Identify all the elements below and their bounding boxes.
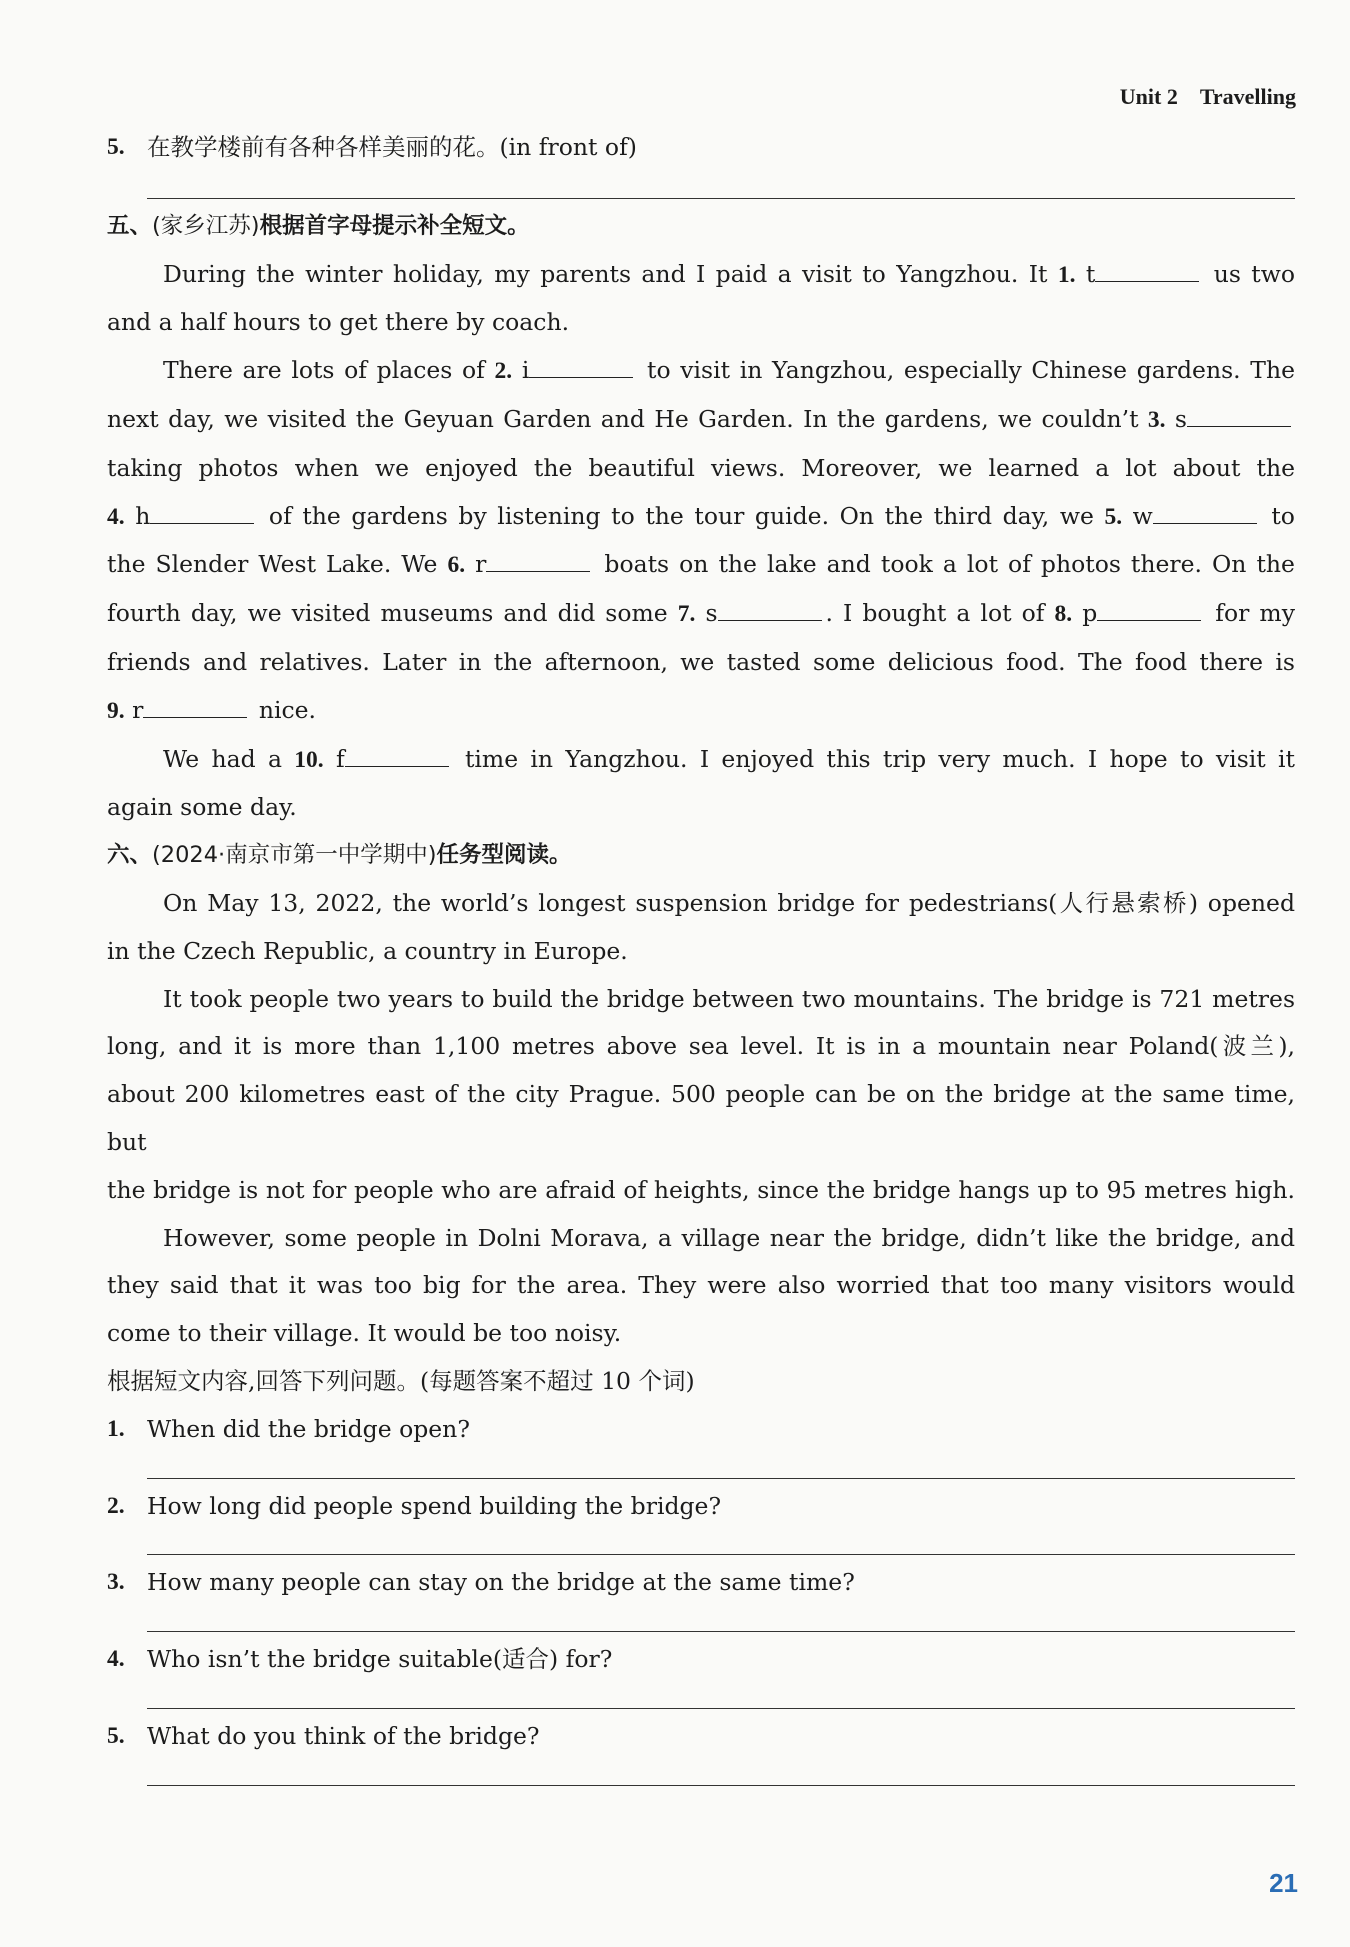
blank-5[interactable] — [1153, 503, 1257, 524]
item-text: 在教学楼前有各种各样美丽的花。(in front of) — [147, 133, 637, 161]
running-header — [1120, 84, 1296, 110]
passage-line: 4. h of the gardens by listening to the tour guide. On the third day, we 5. w to — [107, 501, 1295, 530]
passage-line: fourth day, we visited museums and did some 7. s . I bought a lot of 8. p for my — [107, 599, 1295, 628]
question-2 — [107, 1483, 1295, 1531]
passage-line: and a half hours to get there by coach. — [107, 308, 570, 337]
question-text: Who isn’t the bridge suitable(适合) for? — [147, 1645, 613, 1674]
translation-item-5 — [107, 124, 1295, 172]
page-content — [107, 124, 1295, 1786]
blank-4[interactable] — [150, 503, 254, 524]
question-number: 3. — [107, 1569, 125, 1596]
question-3 — [107, 1559, 1295, 1607]
reading-passage — [107, 880, 1295, 1358]
passage-line: in the Czech Republic, a country in Europe. — [107, 936, 628, 965]
section-source: (家乡江苏) — [152, 212, 260, 239]
section-source: (2024·南京市第一中学期中) — [152, 842, 437, 869]
section-instruction: 任务型阅读。 — [436, 842, 572, 869]
passage-line: about 200 kilometres east of the city Prague. 500 people can be on the bridge at the same time, but — [107, 1080, 1295, 1156]
passage-line: taking photos when we enjoyed the beautiful views. Moreover, we learned a lot about the — [107, 453, 1295, 482]
section-instruction: 根据首字母提示补全短文。 — [259, 212, 530, 239]
section-number: 六、 — [107, 842, 153, 869]
answer-line-2[interactable] — [147, 1554, 1295, 1555]
blank-3[interactable] — [1187, 406, 1291, 427]
question-number: 1. — [107, 1415, 125, 1442]
passage-line: We had a 10. f time in Yangzhou. I enjoyed this trip very much. I hope to visit it — [163, 744, 1295, 773]
question-text: How long did people spend building the bridge? — [147, 1491, 722, 1520]
cloze-passage — [107, 251, 1295, 833]
blank-8[interactable] — [1097, 600, 1201, 621]
section-five-title — [107, 203, 1295, 251]
passage-line: next day, we visited the Geyuan Garden and He Garden. In the gardens, we couldn’t 3. s — [107, 396, 1295, 445]
passage-line: It took people two years to build the bridge between two mountains. The bridge is 721 metres — [163, 984, 1295, 1013]
passage-line: the bridge is not for people who are afraid of heights, since the bridge hangs up to 95 metres high. — [107, 1175, 1295, 1204]
task-instruction: 根据短文内容,回答下列问题。(每题答案不超过 10 个词) — [107, 1366, 695, 1395]
answer-line-3[interactable] — [147, 1631, 1295, 1632]
unit-title: Travelling — [1199, 84, 1296, 109]
section-six-title — [107, 832, 1295, 880]
answer-line-5[interactable] — [147, 1785, 1295, 1786]
blank-1[interactable] — [1095, 261, 1199, 282]
blank-6[interactable] — [486, 551, 590, 572]
section-number: 五、 — [107, 212, 153, 239]
answer-line[interactable] — [147, 198, 1295, 199]
question-number: 5. — [107, 1722, 125, 1749]
question-1 — [107, 1406, 1295, 1454]
question-4 — [107, 1636, 1295, 1684]
passage-line: the Slender West Lake. We 6. r boats on the lake and took a lot of photos there. On the — [107, 550, 1295, 579]
passage-line: 9. r nice. — [107, 695, 317, 724]
question-text: When did the bridge open? — [147, 1414, 470, 1443]
page-number: 21 — [1269, 1868, 1298, 1898]
passage-line: long, and it is more than 1,100 metres above sea level. It is in a mountain near Poland(波兰), — [107, 1032, 1295, 1061]
passage-line: During the winter holiday, my parents and I paid a visit to Yangzhou. It 1. t us two — [163, 259, 1295, 288]
unit-label: Unit 2 — [1119, 84, 1178, 109]
answer-line-1[interactable] — [147, 1478, 1295, 1479]
passage-line: come to their village. It would be too noisy. — [107, 1319, 622, 1348]
question-text: How many people can stay on the bridge at the same time? — [147, 1568, 855, 1597]
question-5 — [107, 1713, 1295, 1761]
blank-9[interactable] — [143, 697, 247, 718]
passage-line: again some day. — [107, 793, 297, 822]
passage-line: they said that it was too big for the area. They were also worried that too many visitors would — [107, 1271, 1295, 1300]
answer-line-4[interactable] — [147, 1708, 1295, 1709]
passage-line: On May 13, 2022, the world’s longest suspension bridge for pedestrians(人行悬索桥) opened — [163, 888, 1295, 917]
passage-line: There are lots of places of 2. i to visit in Yangzhou, especially Chinese gardens. The — [163, 356, 1295, 385]
question-number: 2. — [107, 1492, 125, 1519]
questions — [107, 1406, 1295, 1786]
item-number: 5. — [107, 134, 125, 160]
blank-7[interactable] — [718, 600, 822, 621]
question-text: What do you think of the bridge? — [147, 1721, 540, 1750]
passage-line: However, some people in Dolni Morava, a village near the bridge, didn’t like the bridge, and — [163, 1223, 1295, 1252]
blank-2[interactable] — [529, 357, 633, 378]
question-number: 4. — [107, 1646, 125, 1673]
blank-10[interactable] — [345, 746, 449, 767]
passage-line: friends and relatives. Later in the afternoon, we tasted some delicious food. The food there is — [107, 647, 1295, 676]
